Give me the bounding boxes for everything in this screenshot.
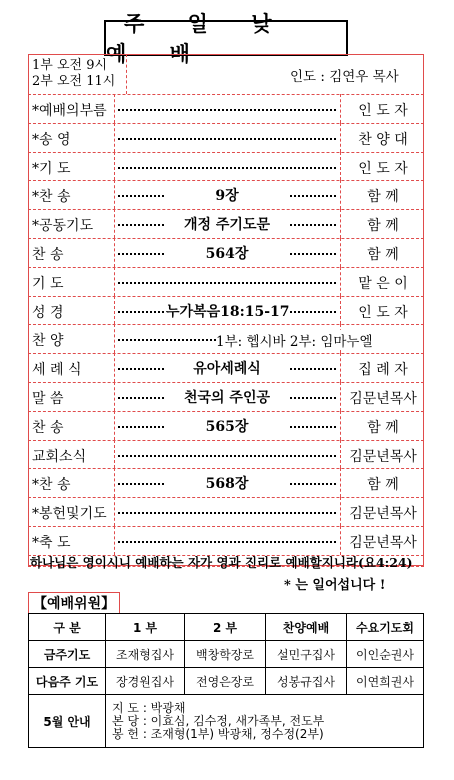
row-divider <box>28 152 424 153</box>
staff-row <box>29 668 424 695</box>
row-responsible: 함 께 <box>367 189 399 206</box>
row-divider <box>28 123 424 124</box>
row-divider <box>28 238 424 239</box>
row-center-text: 유아세례식 <box>166 358 288 378</box>
row-center-text: 누가복음18:15-17 <box>166 301 288 321</box>
row-label: *축 도 <box>32 535 71 551</box>
may-info-line: 봉 헌 : 조재형(1부) 박광채, 정수정(2부) <box>112 726 324 741</box>
row-label: *송 영 <box>32 131 71 148</box>
staff-cell: 이연희권사 <box>347 668 424 695</box>
row-responsible: 함 께 <box>367 477 399 494</box>
row-responsible: 인 도 자 <box>358 304 408 321</box>
row-label: 세 례 식 <box>32 362 82 379</box>
page-title: 주 일 낮 예 배 <box>104 20 348 56</box>
row-divider <box>28 267 424 268</box>
row-responsible: 집 례 자 <box>358 362 408 379</box>
service-times <box>32 58 115 90</box>
dotted-leader <box>118 138 336 140</box>
staff-cell: 이인순권사 <box>347 641 424 668</box>
row-divider <box>28 468 424 469</box>
row-label: *봉헌및기도 <box>32 506 107 523</box>
row-divider <box>28 296 424 297</box>
row-divider <box>28 324 424 325</box>
row-responsible: 인 도 자 <box>358 103 408 119</box>
row-center-text: 개정 주기도문 <box>166 214 288 234</box>
row-divider <box>28 209 424 210</box>
may-info-row <box>29 695 424 748</box>
staff-cell: 설민구집사 <box>266 641 347 668</box>
row-divider <box>28 440 424 441</box>
row-label: 찬 송 <box>32 419 64 436</box>
row-divider <box>28 411 424 412</box>
row-responsible: 함 께 <box>367 218 399 235</box>
row-center-text: 천국의 주인공 <box>166 387 288 407</box>
staff-header: 찬양예배 <box>266 614 347 641</box>
may-info-line: 지 도 : 박광채 <box>112 700 186 715</box>
row-label: 말 씀 <box>32 391 64 407</box>
may-info-line: 본 당 : 이효심, 김수정, 새가족부, 전도부 <box>112 713 325 728</box>
row-divider <box>28 382 424 383</box>
row-divider <box>28 94 424 95</box>
scripture-verse: 하나님은 영이시니 예배하는 자가 영과 진리로 예배할지니라(요4:24) <box>30 555 413 570</box>
service-time-2: 2부 오전 11시 <box>32 74 116 89</box>
row-label: *공동기도 <box>32 218 94 235</box>
dotted-leader <box>118 282 336 284</box>
staff-cell: 성봉규집사 <box>266 668 347 695</box>
staff-header-row <box>29 614 424 641</box>
row-responsible: 함 께 <box>367 419 399 436</box>
row-label: 찬 송 <box>32 247 64 263</box>
row-center-text: 564장 <box>166 243 288 263</box>
row-responsible: 김문년목사 <box>349 506 417 523</box>
staff-row <box>29 641 424 668</box>
row-label: *찬 송 <box>32 477 71 494</box>
staff-header: 2 부 <box>185 614 266 641</box>
row-responsible: 찬 양 대 <box>358 131 408 148</box>
staff-cell: 백창학장로 <box>185 641 266 668</box>
staff-title: 【예배위원】 <box>28 592 120 614</box>
dotted-leader <box>118 455 336 457</box>
staff-header: 수요기도회 <box>347 614 424 641</box>
row-responsible: 맡 은 이 <box>358 275 408 292</box>
row-responsible: 함 께 <box>367 247 399 263</box>
may-info-lines <box>106 695 424 748</box>
praise-detail: 1부: 헵시바 2부: 임마누엘 <box>216 330 373 350</box>
row-label: *예배의부름 <box>32 103 107 119</box>
row-responsible: 김문년목사 <box>349 448 417 465</box>
row-responsible: 인 도 자 <box>358 160 408 177</box>
row-label: 성 경 <box>32 304 64 321</box>
staff-row-label: 금주기도 <box>29 641 106 668</box>
staff-cell: 전영은장로 <box>185 668 266 695</box>
staff-header: 구 분 <box>29 614 106 641</box>
row-divider <box>28 180 424 181</box>
staff-header: 1 부 <box>106 614 185 641</box>
row-label: *찬 송 <box>32 189 71 206</box>
row-center-text: 9장 <box>166 185 288 205</box>
dotted-leader <box>118 109 336 111</box>
service-time-1: 1부 오전 9시 <box>32 58 108 73</box>
staff-cell: 조재형집사 <box>106 641 185 668</box>
staff-table <box>28 613 424 748</box>
dotted-leader <box>118 512 336 514</box>
dotted-leader <box>118 541 336 543</box>
row-responsible: 김문년목사 <box>349 535 417 551</box>
leader: 인도 : 김연우 목사 <box>290 69 399 85</box>
row-center-text: 568장 <box>166 473 288 493</box>
row-responsible: 김문년목사 <box>349 391 417 407</box>
row-divider <box>28 526 424 527</box>
row-label: 기 도 <box>32 275 64 292</box>
row-center-text: 565장 <box>166 416 288 436</box>
stand-notice: * 는 일어섭니다 ! <box>284 578 386 593</box>
staff-row-label: 다음주 기도 <box>29 668 106 695</box>
row-label: 찬 양 <box>32 333 64 350</box>
row-label: 교회소식 <box>32 448 87 465</box>
row-divider <box>28 353 424 354</box>
staff-cell: 장경원집사 <box>106 668 185 695</box>
row-divider <box>28 497 424 498</box>
dotted-leader <box>118 167 336 169</box>
may-info-label: 5월 안내 <box>29 695 106 748</box>
row-label: *기 도 <box>32 160 71 177</box>
